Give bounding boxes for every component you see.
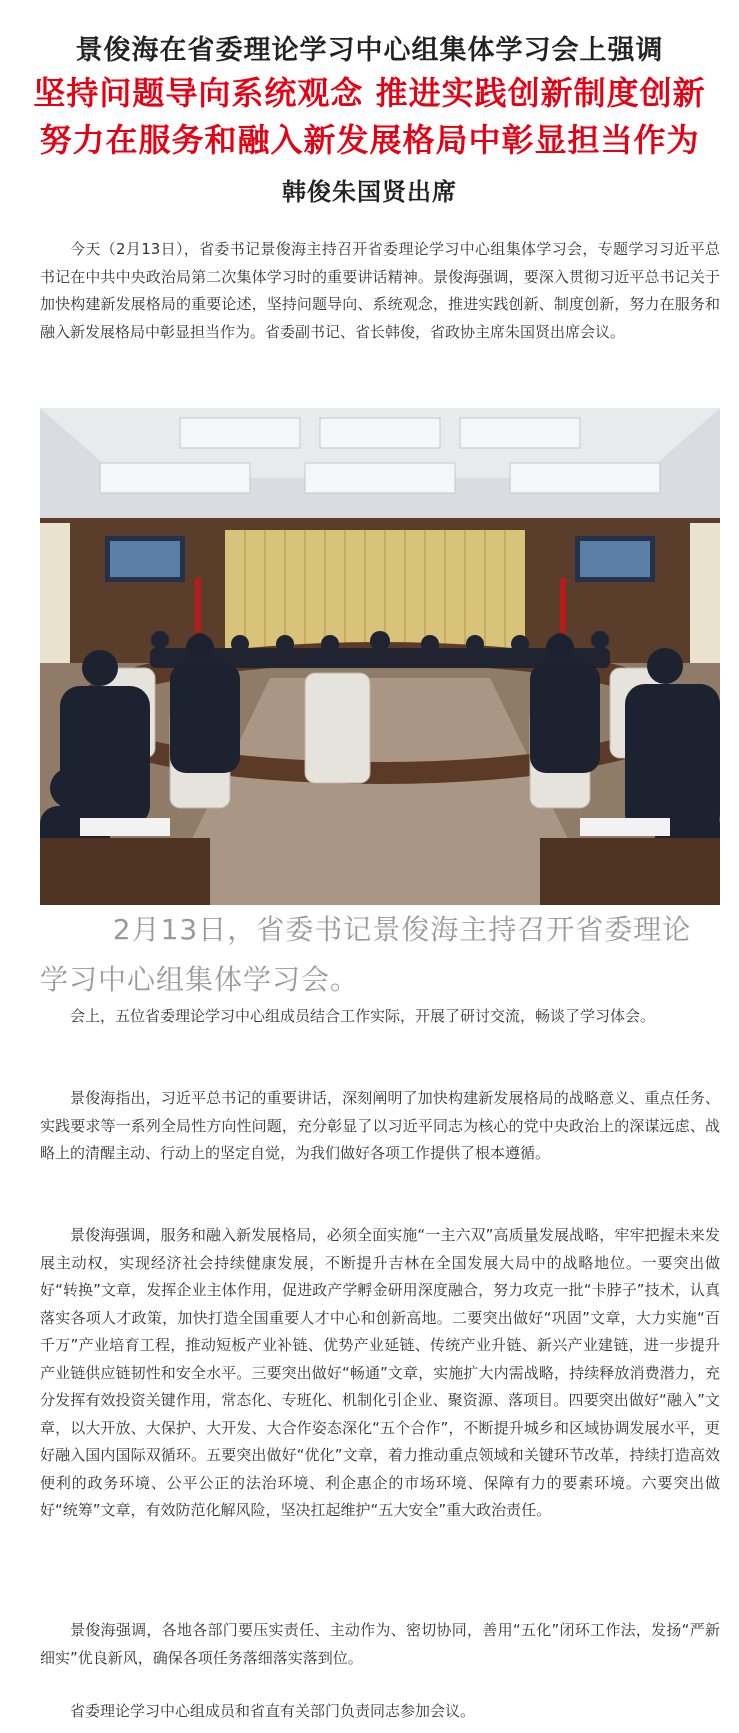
paragraph-6: 省委理论学习中心组成员和省直有关部门负责同志参加会议。 [70,1702,476,1720]
photo-caption: 2月13日，省委书记景俊海主持召开省委理论学习中心组集体学习会。 [40,913,692,996]
meeting-photo [40,408,720,905]
paragraph-5: 景俊海强调，各地各部门要压实责任、主动作为、密切协同，善用“五化”闭环工作法，发扬“严新细实”优良新风，确保各项任务落细落实落到位。 [40,1621,720,1667]
paragraph-2: 会上，五位省委理论学习中心组成员结合工作实际，开展了研讨交流，畅谈了学习体会。 [70,1007,656,1025]
headline-line-1: 坚持问题导向系统观念 推进实践创新制度创新 [33,74,706,112]
paragraph-4: 景俊海强调，服务和融入新发展格局，必须全面实施“一主六双”高质量发展战略，牢牢把握未来发展主动权，实现经济社会持续健康发展，不断提升吉林在全国发展大局中的战略地位。一要突出做好“转换”文章，发挥企业主体作用，促进政产学孵金研用深度融合，努力攻克一批“卡脖子”技术，认真落实各项人才政策，加快打造全国重要人才中心和创新高地。二要突出做好“巩固”文章，大力实施“百千万”产业培育工程，推动短板产业补链、优势产业延链、传统产业升链、新兴产业建链，进一步提升产业链供应链韧性和安全水平。三要突出做好“畅通”文章，实施扩大内需战略，持续释放消费潜力，充分发挥有效投资关键作用，常态化、专班化、机制化引企业、聚资源、落项目。四要突出做好“融入”文章，以大开放、大保护、大开发、大合作姿态深化“五个合作”，不断提升城乡和区域协调发展水平，更好融入国内国际双循环。五要突出做好“优化”文章，着力推动重点领域和关键环节改革，持续打造高效便利的政务环境、公平公正的法治环境、利企惠企的市场环境、保障有力的要素环境。六要突出做好“统筹”文章，有效防范化解风险，坚决扛起维护“五大安全”重大政治责任。 [40,1226,720,1519]
headline-line-2: 努力在服务和融入新发展格局中彰显担当作为 [39,121,700,159]
paragraph-3: 景俊海指出，习近平总书记的重要讲话，深刻阐明了加快构建新发展格局的战略意义、重点任务、实践要求等一系列全局性方向性问题，充分彰显了以习近平同志为核心的党中央政治上的深谋远虑、战略上的清醒主动、行动上的坚定自觉，为我们做好各项工作提供了根本遵循。 [40,1089,720,1162]
article-kicker: 景俊海在省委理论学习中心组集体学习会上强调 [75,35,664,66]
paragraph-1: 今天（2月13日），省委书记景俊海主持召开省委理论学习中心组集体学习会，专题学习习近平总书记在中共中央政治局第二次集体学习时的重要讲话精神。景俊海强调，要深入贯彻习近平总书记关于加快构建新发展格局的重要论述，坚持问题导向、系统观念，推进实践创新、制度创新，努力在服务和融入新发展格局中彰显担当作为。省委副书记、省长韩俊，省政协主席朱国贤出席会议。 [40,240,720,341]
article-subhead: 韩俊朱国贤出席 [282,177,457,206]
